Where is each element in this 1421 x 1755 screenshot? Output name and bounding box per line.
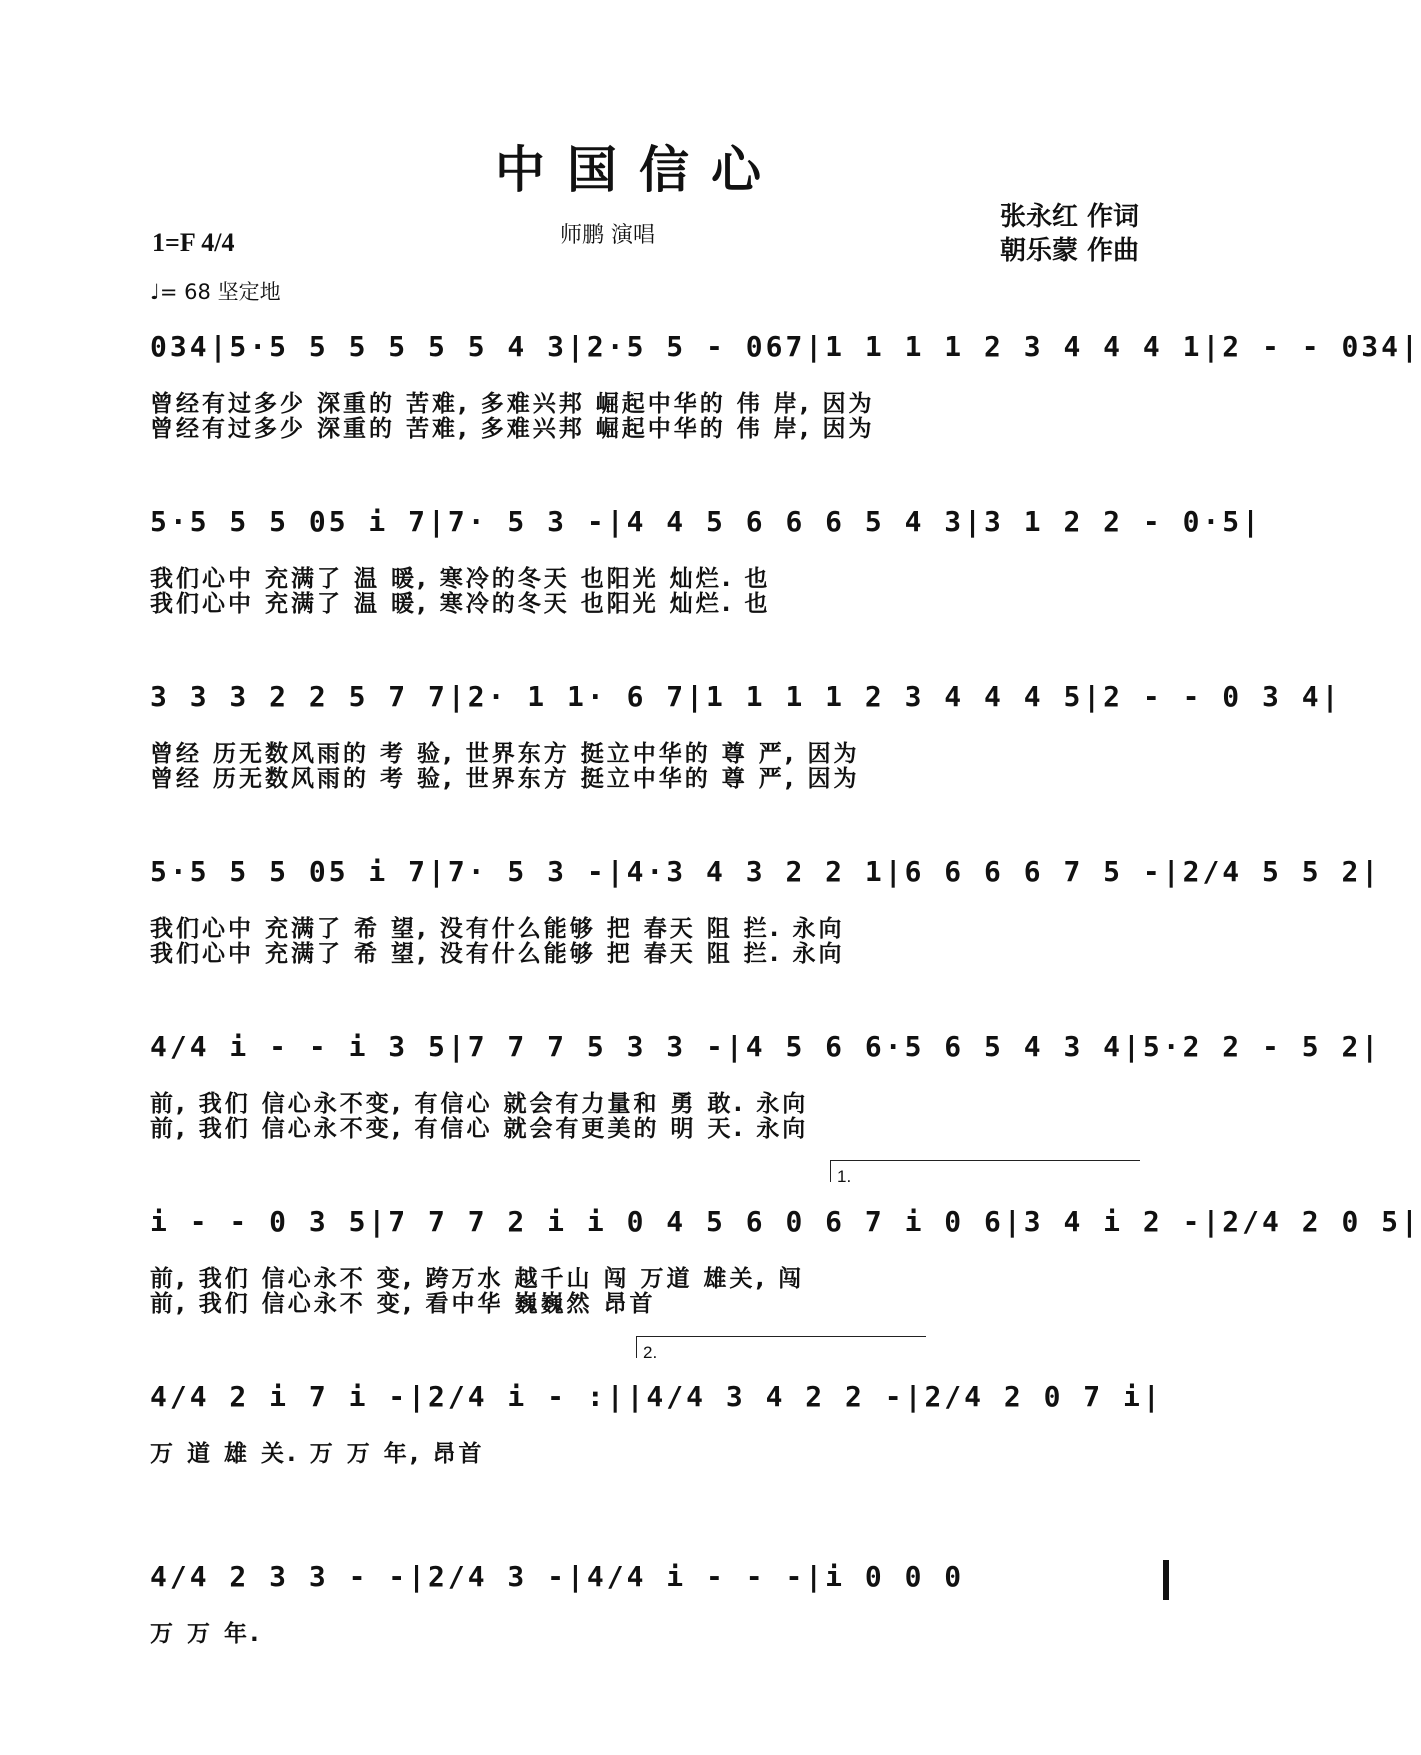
notation-line: 4/4 i - - i 3 5|7 7 7 5 3 3 -|4 5 6 6·5 6 5 4 3 4|5·2 2 - 5 2| — [150, 1030, 1382, 1063]
tempo-marking: ♩= 68 坚定地 — [150, 280, 281, 304]
lyrics-verse-1: 万 道 雄 关. 万 万 年, 昂首 — [150, 1441, 485, 1467]
notation-line: 4/4 2 i 7 i -|2/4 i - :||4/4 3 4 2 2 -|2/4 2 0 7 i| — [150, 1380, 1163, 1413]
lyrics-verse-2: 前, 我们 信心永不 变, 看中华 巍巍然 昂首 — [150, 1291, 656, 1317]
notation-line: 4/4 2 3 3 - -|2/4 3 -|4/4 i - - -|i 0 0 0 — [150, 1560, 965, 1593]
key-signature: 1=F 4/4 — [152, 228, 235, 257]
volta-ending-1: 1. — [830, 1160, 1140, 1182]
lyricist-credit: 张永红 作词 — [1000, 202, 1140, 232]
notation-line: i - - 0 3 5|7 7 7 2 i i 0 4 5 6 0 6 7 i 0 6|3 4 i 2 -|2/4 2 0 5| — [150, 1205, 1421, 1238]
singer-credit: 师鹏 演唱 — [560, 223, 655, 248]
lyrics-verse-1: 万 万 年. — [150, 1621, 262, 1647]
final-barline — [1163, 1560, 1169, 1600]
notation-line: 3 3 3 2 2 5 7 7|2· 1 1· 6 7|1 1 1 1 2 3 4 4 4 5|2 - - 0 3 4| — [150, 680, 1342, 713]
volta-ending-2: 2. — [636, 1336, 926, 1358]
notation-line: 5·5 5 5 05 i 7|7· 5 3 -|4 4 5 6 6 6 5 4 3|3 1 2 2 - 0·5| — [150, 505, 1263, 538]
lyrics-verse-2: 前, 我们 信心永不变, 有信心 就会有更美的 明 天. 永向 — [150, 1116, 809, 1142]
lyrics-verse-2: 曾经有过多少 深重的 苦难, 多难兴邦 崛起中华的 伟 岸, 因为 — [150, 416, 875, 442]
lyrics-verse-1: 我们心中 充满了 希 望, 没有什么能够 把 春天 阻 拦. 永向 — [150, 916, 845, 942]
lyrics-verse-2: 我们心中 充满了 温 暖, 寒冷的冬天 也阳光 灿烂. 也 — [150, 591, 771, 617]
lyrics-verse-2: 我们心中 充满了 希 望, 没有什么能够 把 春天 阻 拦. 永向 — [150, 941, 845, 967]
lyrics-verse-1: 前, 我们 信心永不变, 有信心 就会有力量和 勇 敢. 永向 — [150, 1091, 809, 1117]
lyrics-verse-2: 曾经 历无数风雨的 考 验, 世界东方 挺立中华的 尊 严, 因为 — [150, 766, 860, 792]
composer-credit: 朝乐蒙 作曲 — [1000, 236, 1140, 266]
page-title: 中国信心 — [495, 141, 783, 199]
notation-line: 034|5·5 5 5 5 5 5 4 3|2·5 5 - 067|1 1 1 1 2 3 4 4 4 1|2 - - 034| — [150, 330, 1421, 363]
notation-line: 5·5 5 5 05 i 7|7· 5 3 -|4·3 4 3 2 2 1|6 6 6 6 7 5 -|2/4 5 5 2| — [150, 855, 1382, 888]
lyrics-verse-1: 前, 我们 信心永不 变, 跨万水 越千山 闯 万道 雄关, 闯 — [150, 1266, 805, 1292]
lyrics-verse-1: 曾经 历无数风雨的 考 验, 世界东方 挺立中华的 尊 严, 因为 — [150, 741, 860, 767]
lyrics-verse-1: 曾经有过多少 深重的 苦难, 多难兴邦 崛起中华的 伟 岸, 因为 — [150, 391, 875, 417]
lyrics-verse-1: 我们心中 充满了 温 暖, 寒冷的冬天 也阳光 灿烂. 也 — [150, 566, 771, 592]
